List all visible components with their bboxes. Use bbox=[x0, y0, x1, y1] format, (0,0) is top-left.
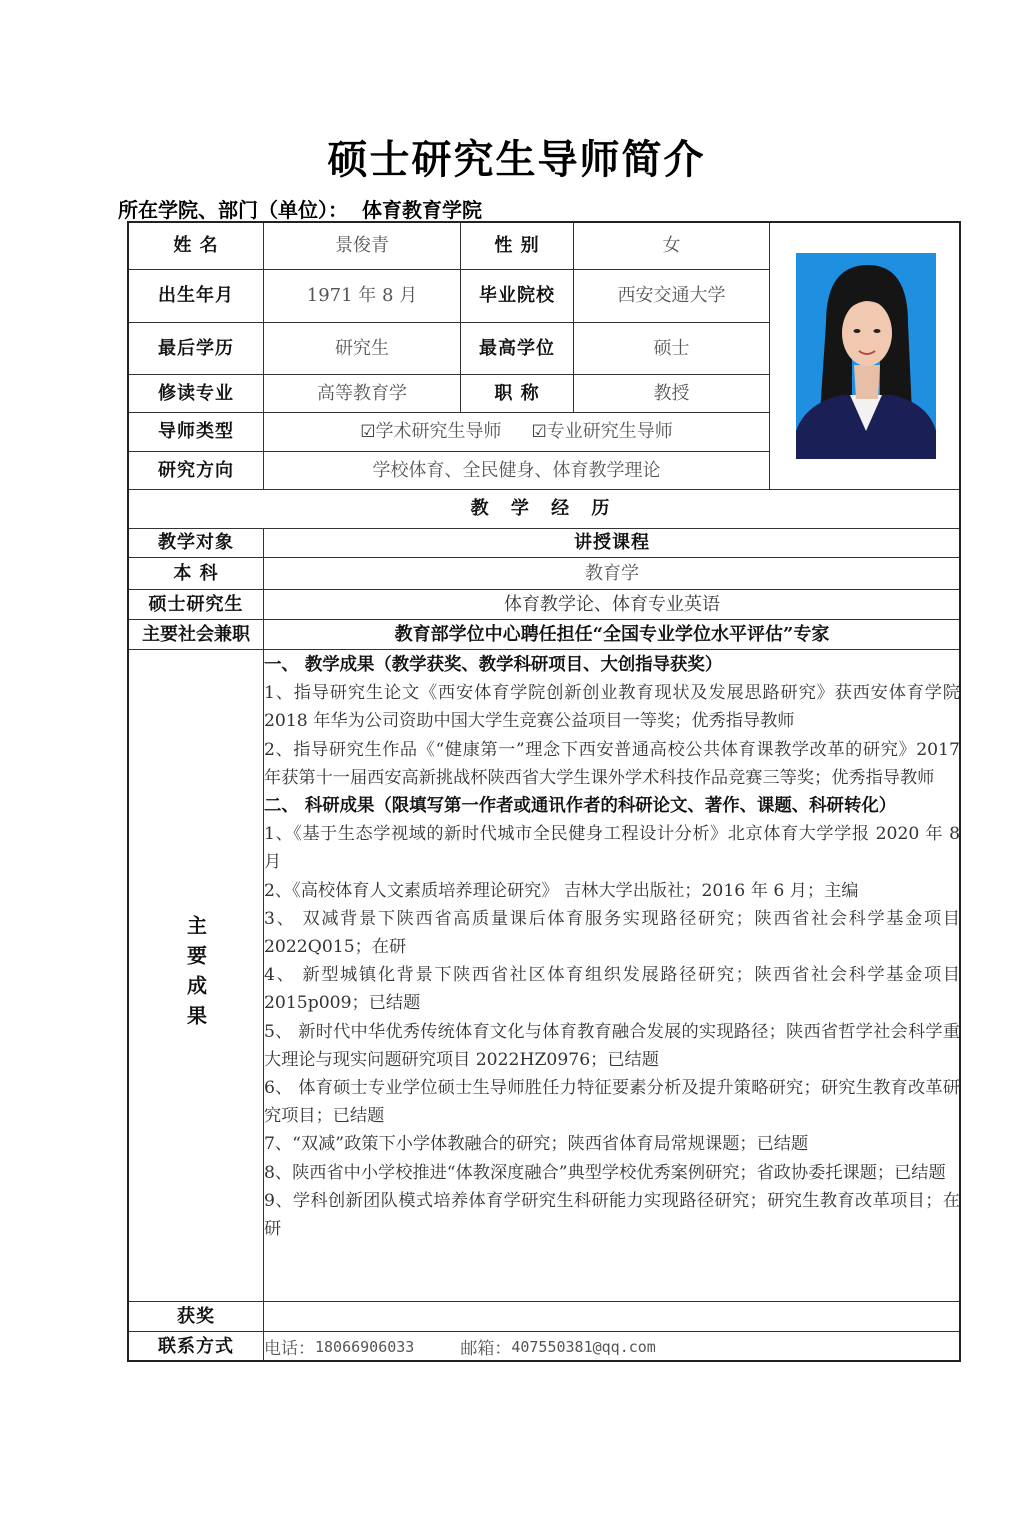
supervisor-type-options bbox=[264, 413, 769, 451]
profile-table bbox=[127, 221, 961, 1362]
awards-label: 获奖 bbox=[177, 1305, 215, 1327]
achievements-label-cell bbox=[129, 649, 263, 1301]
course-header: 讲授课程 bbox=[574, 532, 650, 554]
master-course: 体育教学论、体育专业英语 bbox=[504, 593, 720, 615]
email-value: 407550381@qq.com bbox=[511, 1337, 656, 1356]
research-result-item: 8、陕西省中小学校推进“体教深度融合”典型学校优秀案例研究；省政协委托课题；已结题 bbox=[264, 1162, 946, 1183]
research-result-item: 7、“双减”政策下小学体教融合的研究；陕西省体育局常规课题；已结题 bbox=[264, 1134, 809, 1155]
teaching-result-item: 1、指导研究生论文《西安体育学院创新创业教育现状及发展思路研究》获西安体育学院 2018 年华为公司资助中国大学生竞赛公益项目一等奖；优秀指导教师 bbox=[264, 683, 960, 732]
phone-label: 电话： bbox=[264, 1339, 315, 1359]
title-value: 教授 bbox=[653, 382, 690, 404]
research-results-heading: 二、 科研成果（限填写第一作者或通讯作者的科研论文、著作、课题、科研转化） bbox=[264, 796, 897, 817]
major-label: 修读专业 bbox=[158, 382, 234, 404]
teaching-target-label: 教学对象 bbox=[158, 532, 234, 554]
column-divider bbox=[769, 223, 770, 489]
teaching-section-header: 教 学 经 历 bbox=[470, 498, 618, 520]
birth-label: 出生年月 bbox=[158, 285, 234, 307]
awards-value bbox=[264, 1302, 960, 1331]
department-line bbox=[118, 194, 482, 223]
department-value: 体育教育学院 bbox=[362, 198, 482, 222]
teaching-results-heading: 一、 教学成果（教学获奖、教学科研项目、大创指导获奖） bbox=[264, 655, 723, 675]
portrait-image bbox=[796, 253, 936, 459]
gender-value: 女 bbox=[662, 235, 681, 257]
major-value: 高等教育学 bbox=[317, 382, 407, 404]
checkbox-checked-icon: ☑ bbox=[531, 421, 547, 442]
contact-info bbox=[264, 1331, 960, 1362]
research-result-item: 9、学科创新团队模式培养体育学研究生科研能力实现路径研究；研究生教育改革项目；在研 bbox=[264, 1190, 960, 1240]
teaching-result-item: 2、指导研究生作品《“健康第一”理念下西安普通高校公共体育课教学改革的研究》2017 年获第十一届西安高新挑战杯陕西省大学生课外学术科技作品竞赛三等奖；优秀指导教师 bbox=[264, 739, 960, 788]
professional-supervisor-option: 专业研究生导师 bbox=[546, 421, 673, 443]
gender-label: 性 别 bbox=[494, 235, 540, 257]
research-result-item: 4、 新型城镇化背景下陕西省社区体育组织发展路径研究；陕西省社会科学基金项目 2015p009；已结题 bbox=[264, 965, 960, 1014]
contact-label: 联系方式 bbox=[158, 1336, 234, 1358]
achievements-content bbox=[264, 649, 960, 1301]
school-value: 西安交通大学 bbox=[617, 285, 726, 307]
research-result-item: 2、《高校体育人文素质培养理论研究》 吉林大学出版社；2016 年 6 月；主编 bbox=[264, 880, 859, 901]
profile-photo bbox=[796, 253, 936, 459]
research-result-item: 5、 新时代中华优秀传统体育文化与体育教育融合发展的实现路径；陕西省哲学社会科学重大理论与现实问题研究项目 2022HZ0976；已结题 bbox=[264, 1021, 960, 1070]
social-role-label: 主要社会兼职 bbox=[142, 623, 250, 645]
name-value: 景俊青 bbox=[335, 235, 389, 257]
research-label: 研究方向 bbox=[158, 459, 234, 481]
email-label: 邮箱： bbox=[460, 1339, 512, 1359]
undergrad-label: 本 科 bbox=[173, 562, 219, 584]
degree-label: 最高学位 bbox=[479, 337, 555, 359]
school-label: 毕业院校 bbox=[479, 285, 555, 307]
research-result-item: 1、《基于生态学视域的新时代城市全民健身工程设计分析》北京体育大学学报 2020 年 8 月 bbox=[264, 824, 960, 873]
undergrad-course: 教育学 bbox=[585, 562, 639, 584]
research-result-item: 6、 体育硕士专业学位硕士生导师胜任力特征要素分析及提升策略研究；研究生教育改革研究项目；已结题 bbox=[264, 1078, 960, 1127]
department-label: 所在学院、部门（单位）： bbox=[118, 198, 348, 222]
phone-value: 18066906033 bbox=[315, 1337, 415, 1356]
research-value: 学校体育、全民健身、体育教学理论 bbox=[372, 459, 661, 481]
master-label: 硕士研究生 bbox=[148, 593, 244, 615]
degree-value: 硕士 bbox=[653, 337, 690, 359]
research-result-item: 3、 双减背景下陕西省高质量课后体育服务实现路径研究；陕西省社会科学基金项目 2022Q015；在研 bbox=[264, 908, 960, 958]
social-role-value: 教育部学位中心聘任担任“全国专业学位水平评估”专家 bbox=[394, 623, 830, 645]
achievements-label: 主要成果 bbox=[183, 915, 208, 1035]
title-label: 职 称 bbox=[494, 382, 540, 404]
education-value: 研究生 bbox=[335, 337, 389, 359]
academic-supervisor-option: 学术研究生导师 bbox=[375, 421, 502, 443]
education-label: 最后学历 bbox=[158, 337, 234, 359]
checkbox-checked-icon: ☑ bbox=[360, 421, 376, 442]
page-title: 硕士研究生导师简介 bbox=[327, 136, 706, 183]
name-label: 姓 名 bbox=[173, 235, 219, 257]
supervisor-type-label: 导师类型 bbox=[158, 421, 234, 443]
birth-value: 1971 年 8 月 bbox=[306, 285, 418, 307]
